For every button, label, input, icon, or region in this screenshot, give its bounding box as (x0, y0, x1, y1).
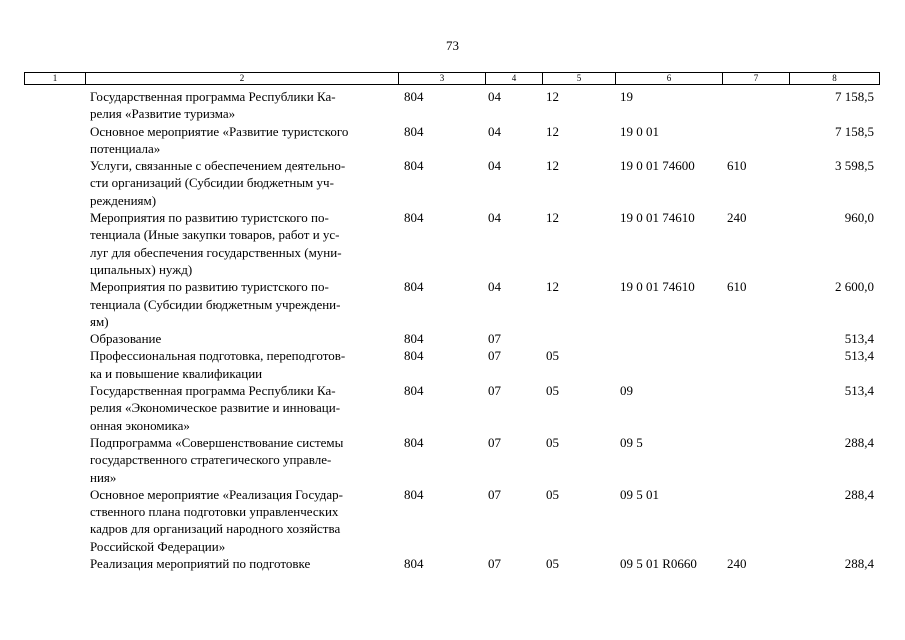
row-name-line: тенциала (Субсидии бюджетным учреждени- (90, 296, 341, 312)
row-section: 04 (488, 279, 501, 295)
header-col-7: 7 (723, 73, 790, 84)
row-ministry-code: 804 (404, 486, 424, 502)
row-ministry-code: 804 (404, 434, 424, 450)
table-row (0, 157, 905, 209)
row-amount: 7 158,5 (835, 89, 874, 104)
table-row (0, 278, 905, 330)
table-row (0, 330, 905, 347)
row-target-article: 19 0 01 74610 (620, 279, 695, 295)
row-name-line: Реализация мероприятий по подготовке (90, 556, 311, 572)
row-name (90, 434, 396, 486)
row-expense-type: 610 (727, 158, 747, 174)
row-subsection: 05 (546, 348, 559, 364)
row-target-article: 19 (620, 89, 633, 104)
table-row (0, 123, 905, 158)
row-name-line: Основное мероприятие «Развитие туристского (90, 123, 349, 139)
row-section: 07 (488, 383, 501, 399)
row-amount: 7 158,5 (835, 123, 874, 139)
row-target-article: 09 5 01 (620, 486, 659, 502)
row-amount: 513,4 (844, 383, 874, 399)
row-name-line: Услуги, связанные с обеспечением деятельно- (90, 158, 346, 174)
row-name (90, 157, 396, 209)
row-name-line: государственного стратегического управле- (90, 452, 332, 468)
row-ministry-code: 804 (404, 210, 424, 226)
row-name-line: Основное мероприятие «Реализация Государ- (90, 486, 343, 502)
row-section: 04 (488, 123, 501, 139)
table-row (0, 555, 905, 572)
row-expense-type: 240 (727, 556, 747, 572)
row-subsection: 05 (546, 556, 559, 572)
table-row (0, 209, 905, 278)
row-name-line: Профессиональная подготовка, переподготов- (90, 348, 346, 364)
row-subsection: 05 (546, 434, 559, 450)
table-row (0, 347, 905, 382)
row-ministry-code: 804 (404, 348, 424, 364)
row-name (90, 209, 396, 278)
row-name-line: ния» (90, 469, 117, 485)
row-name-line: Подпрограмма «Совершенствование системы (90, 434, 344, 450)
row-ministry-code: 804 (404, 556, 424, 572)
row-name (90, 330, 396, 347)
table-row (0, 434, 905, 486)
row-subsection: 12 (546, 210, 559, 226)
row-section: 07 (488, 348, 501, 364)
row-amount: 288,4 (844, 434, 874, 450)
row-target-article: 09 (620, 383, 633, 399)
row-expense-type: 610 (727, 279, 747, 295)
row-ministry-code: 804 (404, 123, 424, 139)
row-name-line: релия «Развитие туризма» (90, 106, 236, 122)
row-subsection: 05 (546, 486, 559, 502)
row-section: 04 (488, 89, 501, 104)
row-amount: 3 598,5 (835, 158, 874, 174)
row-section: 04 (488, 210, 501, 226)
row-target-article: 09 5 01 R0660 (620, 556, 697, 572)
row-amount: 513,4 (844, 348, 874, 364)
row-name-line: сти организаций (Субсидии бюджетным уч- (90, 175, 334, 191)
row-section: 07 (488, 556, 501, 572)
row-amount: 513,4 (844, 331, 874, 347)
row-subsection: 12 (546, 123, 559, 139)
row-name-line: релия «Экономическое развитие и инноваци- (90, 400, 341, 416)
row-section: 07 (488, 486, 501, 502)
row-section: 07 (488, 331, 501, 347)
row-amount: 288,4 (844, 556, 874, 572)
row-name-line: ка и повышение квалификации (90, 365, 263, 381)
page-number: 73 (446, 38, 459, 53)
row-name (90, 123, 396, 158)
row-ministry-code: 804 (404, 89, 424, 104)
row-name (90, 555, 396, 572)
row-section: 07 (488, 434, 501, 450)
header-col-5: 5 (543, 73, 616, 84)
table-row (0, 88, 905, 123)
row-ministry-code: 804 (404, 158, 424, 174)
header-col-2: 2 (86, 73, 399, 84)
row-target-article: 09 5 (620, 434, 643, 450)
row-ministry-code: 804 (404, 383, 424, 399)
header-col-1: 1 (25, 73, 86, 84)
row-name-line: луг для обеспечения государственных (муни- (90, 244, 342, 260)
table-row (0, 382, 905, 434)
row-target-article: 19 0 01 74600 (620, 158, 695, 174)
row-target-article: 19 0 01 (620, 123, 659, 139)
row-name (90, 347, 396, 382)
table-row (0, 486, 905, 555)
row-name-line: потенциала» (90, 140, 161, 156)
row-name-line: Государственная программа Республики Ка- (90, 89, 336, 104)
row-subsection: 12 (546, 279, 559, 295)
row-name-line: Мероприятия по развитию туристского по- (90, 279, 329, 295)
row-name-line: ственного плана подготовки управленческих (90, 504, 339, 520)
row-name-line: Мероприятия по развитию туристского по- (90, 210, 329, 226)
row-section: 04 (488, 158, 501, 174)
row-amount: 2 600,0 (835, 279, 874, 295)
row-name-line: ям) (90, 313, 109, 329)
row-amount: 288,4 (844, 486, 874, 502)
row-ministry-code: 804 (404, 331, 424, 347)
row-name (90, 382, 396, 434)
row-subsection: 05 (546, 383, 559, 399)
row-amount: 960,0 (844, 210, 874, 226)
row-name-line: онная экономика» (90, 417, 190, 433)
header-col-3: 3 (399, 73, 486, 84)
row-ministry-code: 804 (404, 279, 424, 295)
row-name-line: кадров для организаций народного хозяйства (90, 521, 341, 537)
row-name-line: тенциала (Иные закупки товаров, работ и ус- (90, 227, 340, 243)
row-name-line: реждениям) (90, 192, 157, 208)
row-name (90, 486, 396, 555)
row-name-line: Образование (90, 331, 162, 347)
row-subsection: 12 (546, 158, 559, 174)
row-expense-type: 240 (727, 210, 747, 226)
header-col-8: 8 (832, 73, 837, 83)
header-col-4: 4 (486, 73, 543, 84)
row-name (90, 88, 396, 123)
row-name-line: Российской Федерации» (90, 538, 226, 554)
header-col-6: 6 (616, 73, 723, 84)
table-header (24, 72, 880, 85)
table-body (0, 88, 905, 572)
row-name (90, 278, 396, 330)
row-subsection: 12 (546, 89, 559, 104)
row-target-article: 19 0 01 74610 (620, 210, 695, 226)
row-name-line: ципальных) нужд) (90, 261, 193, 277)
row-name-line: Государственная программа Республики Ка- (90, 383, 336, 399)
